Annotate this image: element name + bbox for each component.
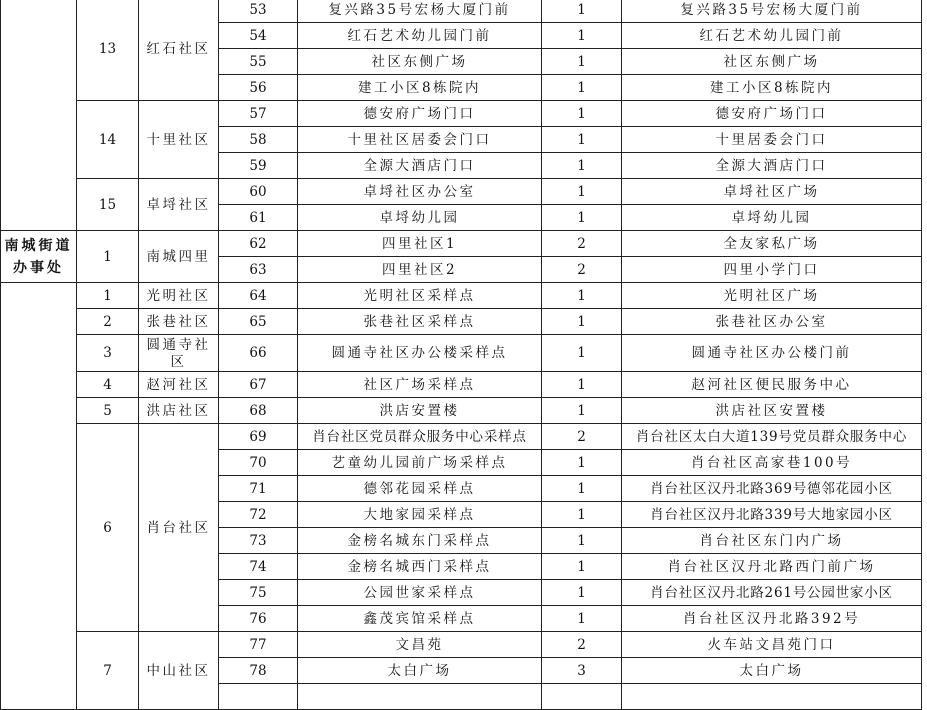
address-cell: 圆通寺社区办公楼门前 [622, 335, 922, 372]
count-cell: 2 [542, 231, 622, 257]
community-name-cell: 赵河社区 [139, 372, 219, 398]
count-cell: 2 [542, 632, 622, 658]
count-cell: 1 [542, 335, 622, 372]
community-name-cell: 圆通寺社区 [139, 335, 219, 372]
community-name-cell: 光明社区 [139, 283, 219, 309]
address-cell: 全源大酒店门口 [622, 153, 922, 179]
count-cell: 1 [542, 580, 622, 606]
street-office-cell: 南城街道办事处 [1, 231, 77, 283]
address-cell: 四里小学门口 [622, 257, 922, 283]
seq-cell: 63 [219, 257, 298, 283]
count-cell: 1 [542, 101, 622, 127]
site-cell: 德邻花园采样点 [298, 476, 542, 502]
community-id-cell: 3 [77, 335, 139, 372]
count-cell: 2 [542, 424, 622, 450]
street-cell-blank [1, 283, 77, 710]
table-row [1, 283, 922, 309]
seq-cell: 69 [219, 424, 298, 450]
community-name-cell: 中山社区 [139, 632, 219, 710]
address-cell: 光明社区广场 [622, 283, 922, 309]
site-cell: 张巷社区采样点 [298, 309, 542, 335]
address-cell: 红石艺术幼儿园门前 [622, 23, 922, 49]
count-cell: 1 [542, 372, 622, 398]
community-id-cell: 6 [77, 424, 139, 632]
site-cell: 圆通寺社区办公楼采样点 [298, 335, 542, 372]
count-cell: 1 [542, 528, 622, 554]
site-cell: 金榜名城东门采样点 [298, 528, 542, 554]
seq-cell: 56 [219, 75, 298, 101]
seq-cell: 66 [219, 335, 298, 372]
seq-cell: 55 [219, 49, 298, 75]
address-cell: 肖台社区汉丹北路西门前广场 [622, 554, 922, 580]
community-id-cell: 15 [77, 179, 139, 231]
address-cell: 赵河社区便民服务中心 [622, 372, 922, 398]
site-cell: 全源大酒店门口 [298, 153, 542, 179]
address-cell: 洪店社区安置楼 [622, 398, 922, 424]
site-cell: 鑫茂宾馆采样点 [298, 606, 542, 632]
community-name-cell: 南城四里 [139, 231, 219, 283]
site-cell: 公园世家采样点 [298, 580, 542, 606]
address-cell: 肖台社区汉丹北路339号大地家园小区 [622, 502, 922, 528]
site-cell: 社区东侧广场 [298, 49, 542, 75]
seq-cell: 58 [219, 127, 298, 153]
site-cell: 光明社区采样点 [298, 283, 542, 309]
community-id-cell: 1 [77, 231, 139, 283]
count-cell: 1 [542, 127, 622, 153]
address-cell: 复兴路35号宏杨大厦门前 [622, 0, 922, 23]
count-cell [542, 684, 622, 710]
community-id-cell: 14 [77, 101, 139, 179]
site-cell: 文昌苑 [298, 632, 542, 658]
count-cell: 1 [542, 606, 622, 632]
community-id-cell: 1 [77, 283, 139, 309]
seq-cell: 76 [219, 606, 298, 632]
seq-cell: 68 [219, 398, 298, 424]
site-cell: 复兴路35号宏杨大厦门前 [298, 0, 542, 23]
community-name-cell: 十里社区 [139, 101, 219, 179]
table-row [1, 309, 922, 335]
count-cell: 1 [542, 0, 622, 23]
site-cell: 大地家园采样点 [298, 502, 542, 528]
site-cell: 四里社区2 [298, 257, 542, 283]
site-cell: 洪店安置楼 [298, 398, 542, 424]
count-cell: 1 [542, 283, 622, 309]
address-cell: 十里居委会门口 [622, 127, 922, 153]
address-cell: 肖台社区太白大道139号党员群众服务中心 [622, 424, 922, 450]
seq-cell: 75 [219, 580, 298, 606]
table-row [1, 231, 922, 257]
seq-cell: 72 [219, 502, 298, 528]
count-cell: 1 [542, 309, 622, 335]
seq-cell: 57 [219, 101, 298, 127]
seq-cell [219, 684, 298, 710]
site-cell: 德安府广场门口 [298, 101, 542, 127]
table-row [1, 335, 922, 372]
address-cell: 卓埒幼儿园 [622, 205, 922, 231]
table-row [1, 179, 922, 205]
count-cell: 1 [542, 23, 622, 49]
count-cell: 2 [542, 257, 622, 283]
community-name-cell: 卓埒社区 [139, 179, 219, 231]
community-name-cell: 张巷社区 [139, 309, 219, 335]
table-row [1, 632, 922, 658]
count-cell: 1 [542, 205, 622, 231]
community-name-cell: 红石社区 [139, 0, 219, 101]
seq-cell: 54 [219, 23, 298, 49]
community-name-cell: 肖台社区 [139, 424, 219, 632]
count-cell: 3 [542, 658, 622, 684]
site-cell: 建工小区8栋院内 [298, 75, 542, 101]
site-cell: 卓埒幼儿园 [298, 205, 542, 231]
table-row [1, 372, 922, 398]
address-cell: 肖台社区汉丹北路392号 [622, 606, 922, 632]
address-cell: 德安府广场门口 [622, 101, 922, 127]
count-cell: 1 [542, 554, 622, 580]
count-cell: 1 [542, 75, 622, 101]
community-id-cell: 5 [77, 398, 139, 424]
count-cell: 1 [542, 502, 622, 528]
site-cell: 十里社区居委会门口 [298, 127, 542, 153]
seq-cell: 65 [219, 309, 298, 335]
table-row [1, 398, 922, 424]
count-cell: 1 [542, 476, 622, 502]
seq-cell: 61 [219, 205, 298, 231]
seq-cell: 67 [219, 372, 298, 398]
address-cell: 全友家私广场 [622, 231, 922, 257]
count-cell: 1 [542, 49, 622, 75]
address-cell: 太白广场 [622, 658, 922, 684]
address-cell: 肖台社区汉丹北路369号德邻花园小区 [622, 476, 922, 502]
address-cell: 张巷社区办公室 [622, 309, 922, 335]
seq-cell: 74 [219, 554, 298, 580]
community-id-cell: 2 [77, 309, 139, 335]
count-cell: 1 [542, 153, 622, 179]
address-cell: 肖台社区汉丹北路261号公园世家小区 [622, 580, 922, 606]
seq-cell: 73 [219, 528, 298, 554]
seq-cell: 71 [219, 476, 298, 502]
table-row [1, 0, 922, 23]
site-cell: 金榜名城西门采样点 [298, 554, 542, 580]
street-cell-blank [1, 0, 77, 231]
seq-cell: 59 [219, 153, 298, 179]
site-cell: 卓埒社区办公室 [298, 179, 542, 205]
address-cell: 卓埒社区广场 [622, 179, 922, 205]
seq-cell: 77 [219, 632, 298, 658]
community-name-cell: 洪店社区 [139, 398, 219, 424]
site-cell: 社区广场采样点 [298, 372, 542, 398]
site-cell [298, 684, 542, 710]
address-cell: 肖台社区高家巷100号 [622, 450, 922, 476]
site-cell: 肖台社区党员群众服务中心采样点 [298, 424, 542, 450]
community-id-cell: 7 [77, 632, 139, 710]
seq-cell: 64 [219, 283, 298, 309]
seq-cell: 62 [219, 231, 298, 257]
table-row [1, 101, 922, 127]
seq-cell: 53 [219, 0, 298, 23]
count-cell: 1 [542, 398, 622, 424]
count-cell: 1 [542, 179, 622, 205]
community-id-cell: 13 [77, 0, 139, 101]
address-cell [622, 684, 922, 710]
seq-cell: 60 [219, 179, 298, 205]
table-row [1, 424, 922, 450]
address-cell: 社区东侧广场 [622, 49, 922, 75]
site-cell: 红石艺术幼儿园门前 [298, 23, 542, 49]
site-cell: 太白广场 [298, 658, 542, 684]
count-cell: 1 [542, 450, 622, 476]
seq-cell: 78 [219, 658, 298, 684]
address-cell: 建工小区8栋院内 [622, 75, 922, 101]
seq-cell: 70 [219, 450, 298, 476]
community-id-cell: 4 [77, 372, 139, 398]
site-cell: 艺童幼儿园前广场采样点 [298, 450, 542, 476]
address-cell: 火车站文昌苑门口 [622, 632, 922, 658]
site-cell: 四里社区1 [298, 231, 542, 257]
address-cell: 肖台社区东门内广场 [622, 528, 922, 554]
